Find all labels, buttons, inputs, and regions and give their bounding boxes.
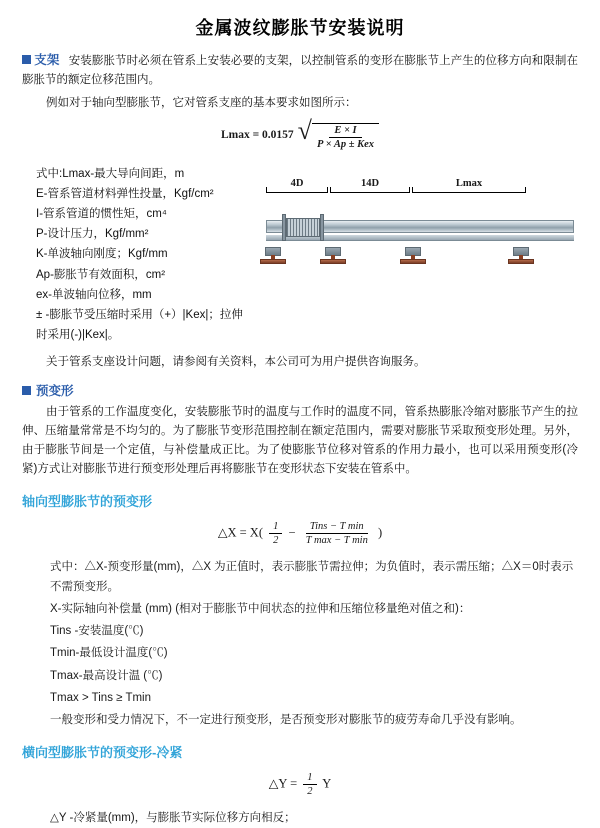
document-page	[0, 14, 600, 824]
predeform-paragraph: 由于管系的工作温度变化，安装膨胀节时的温度与工作时的温度不同，管系热膨胀冷缩对膨胀节产生的拉伸、压缩量常常是不均匀的。为了膨胀节变形范围控制在额定范围内，需要对膨胀节采取预变形处理。另外，由于膨胀节间是一个定值，与补偿量成正比。为了使膨胀节位移对管系的作用力最小，也可以采用预变形(冷紧)方式让对膨胀节进行预变形处理后再将膨胀节在变形状态下安装在管系中。	[22, 406, 578, 475]
support-anchor-4	[508, 247, 534, 264]
list-item: E-管系管道材料弹性投量，Kgf/cm²	[36, 188, 214, 201]
axial-note-7: 一般变形和受力情况下，不一定进行预变形，是否预变形对膨胀节的疲劳寿命几乎没有影响。	[50, 713, 522, 726]
diagram-column	[260, 160, 578, 290]
axial-predeform-heading: 轴向型膨胀节的预变形	[22, 493, 153, 509]
flange-right-icon	[320, 214, 324, 241]
lateral-note-1: △Y -冷紧量(mm)，与膨胀节实际位移方向相反；	[50, 811, 296, 824]
axial-equation-half-numerator: 1	[269, 520, 282, 534]
lateral-equation-half-fraction	[303, 771, 316, 798]
definitions-and-diagram	[22, 160, 578, 349]
dimension-row	[260, 178, 578, 196]
lmax-formula-numerator: E × I	[329, 125, 361, 138]
axial-note-2: X-实际轴向补偿量 (mm) (相对于膨胀节中间状态的拉伸和压缩位移量绝对值之和)：	[50, 603, 471, 616]
support-anchor-1	[260, 247, 286, 264]
dimension-lmax-label: Lmax	[455, 177, 483, 189]
support-section-paragraph	[22, 50, 578, 90]
axial-equation-minus: −	[288, 525, 296, 540]
axial-equation-temp-fraction	[302, 520, 372, 547]
lateral-equation-denominator: 2	[307, 785, 313, 797]
dimension-14d-label: 14D	[360, 177, 380, 189]
axial-equation-half-denominator: 2	[273, 534, 279, 546]
list-item: Ap-膨胀节有效面积，cm²	[36, 268, 166, 281]
pipe-assembly-illustration	[260, 198, 578, 272]
axial-equation-half-fraction	[269, 520, 282, 547]
axial-equation-temp-denominator: T max − T min	[305, 534, 368, 546]
list-item: ± -膨胀节受压缩时采用（+）|Kex|；拉伸时采用(-)|Kex|。	[36, 308, 243, 341]
page-title: 金属波纹膨胀节安装说明	[195, 18, 405, 38]
axial-predeform-equation	[22, 520, 578, 547]
dimension-4d-label: 4D	[290, 177, 304, 189]
support-anchor-3	[400, 247, 426, 264]
dimension-4d	[266, 178, 328, 194]
expansion-joint-diagram	[260, 178, 578, 290]
lmax-formula-denominator: P × Ap ± Kex	[316, 138, 375, 150]
axial-equation-temp-numerator: Tins − T min	[306, 520, 368, 534]
predeform-section-heading	[22, 381, 578, 399]
list-item: I-管系管道的惯性矩，cm⁴	[36, 208, 167, 221]
document-content	[0, 50, 600, 828]
definitions-column	[22, 160, 254, 349]
support-section-body: 安装膨胀节时必须在管系上安装必要的支架，以控制管系的变形在膨胀节上产生的位移方向和限制在膨胀节的额定位移范围内。	[22, 55, 578, 86]
bellows-icon	[286, 218, 320, 237]
lateral-predeform-equation	[22, 771, 578, 798]
list-item: P-设计压力，Kgf/mm²	[36, 228, 149, 241]
list-item: 式中:Lmax-最大导向间距，m	[36, 167, 185, 180]
axial-note-5: Tmax-最高设计温 (℃)	[50, 669, 163, 682]
blue-square-bullet-icon	[22, 55, 31, 64]
lmax-formula-lhs: Lmax = 0.0157	[220, 129, 294, 142]
axial-note-3: Tins -安装温度(℃)	[50, 625, 144, 638]
dimension-14d	[330, 178, 410, 194]
axial-equation-lhs: △X = X(	[217, 525, 263, 540]
definition-list	[22, 164, 254, 345]
lateral-equation-numerator: 1	[303, 771, 316, 785]
axial-note-1: 式中：△X-预变形量(mm)，△X 为正值时，表示膨胀节需拉伸；为负值时，表示需压缩；△X＝0时表示不需预变形。	[50, 560, 574, 593]
blue-square-bullet-icon	[22, 386, 31, 395]
dimension-lmax	[412, 178, 526, 194]
support-example-paragraph: 例如对于轴向型膨胀节，它对管系支座的基本要求如图所示：	[46, 96, 357, 109]
support-anchor-2	[320, 247, 346, 264]
axial-note-6: Tmax > Tins ≥ Tmin	[50, 691, 151, 704]
lateral-predeform-heading: 横向型膨胀节的预变形-冷紧	[22, 744, 183, 760]
axial-note-4: Tmin-最低设计温度(℃)	[50, 647, 168, 660]
support-section-heading: 支架	[34, 53, 60, 67]
lateral-equation-rhs: Y	[322, 776, 332, 791]
predeform-section-heading-label: 预变形	[36, 384, 74, 398]
axial-equation-rhs: )	[377, 525, 383, 540]
lateral-equation-lhs: △Y =	[268, 776, 298, 791]
list-item: ex-单波轴向位移，mm	[36, 288, 152, 301]
support-closing-paragraph: 关于管系支座设计问题，请参阅有关资料，本公司可为用户提供咨询服务。	[46, 356, 426, 369]
lmax-formula	[22, 115, 578, 150]
list-item: K-单波轴向刚度；Kgf/mm	[36, 248, 168, 261]
square-root-icon: √ $\frac{E \times I}{\text{P × Ap ± Kex}}$	[298, 121, 379, 150]
